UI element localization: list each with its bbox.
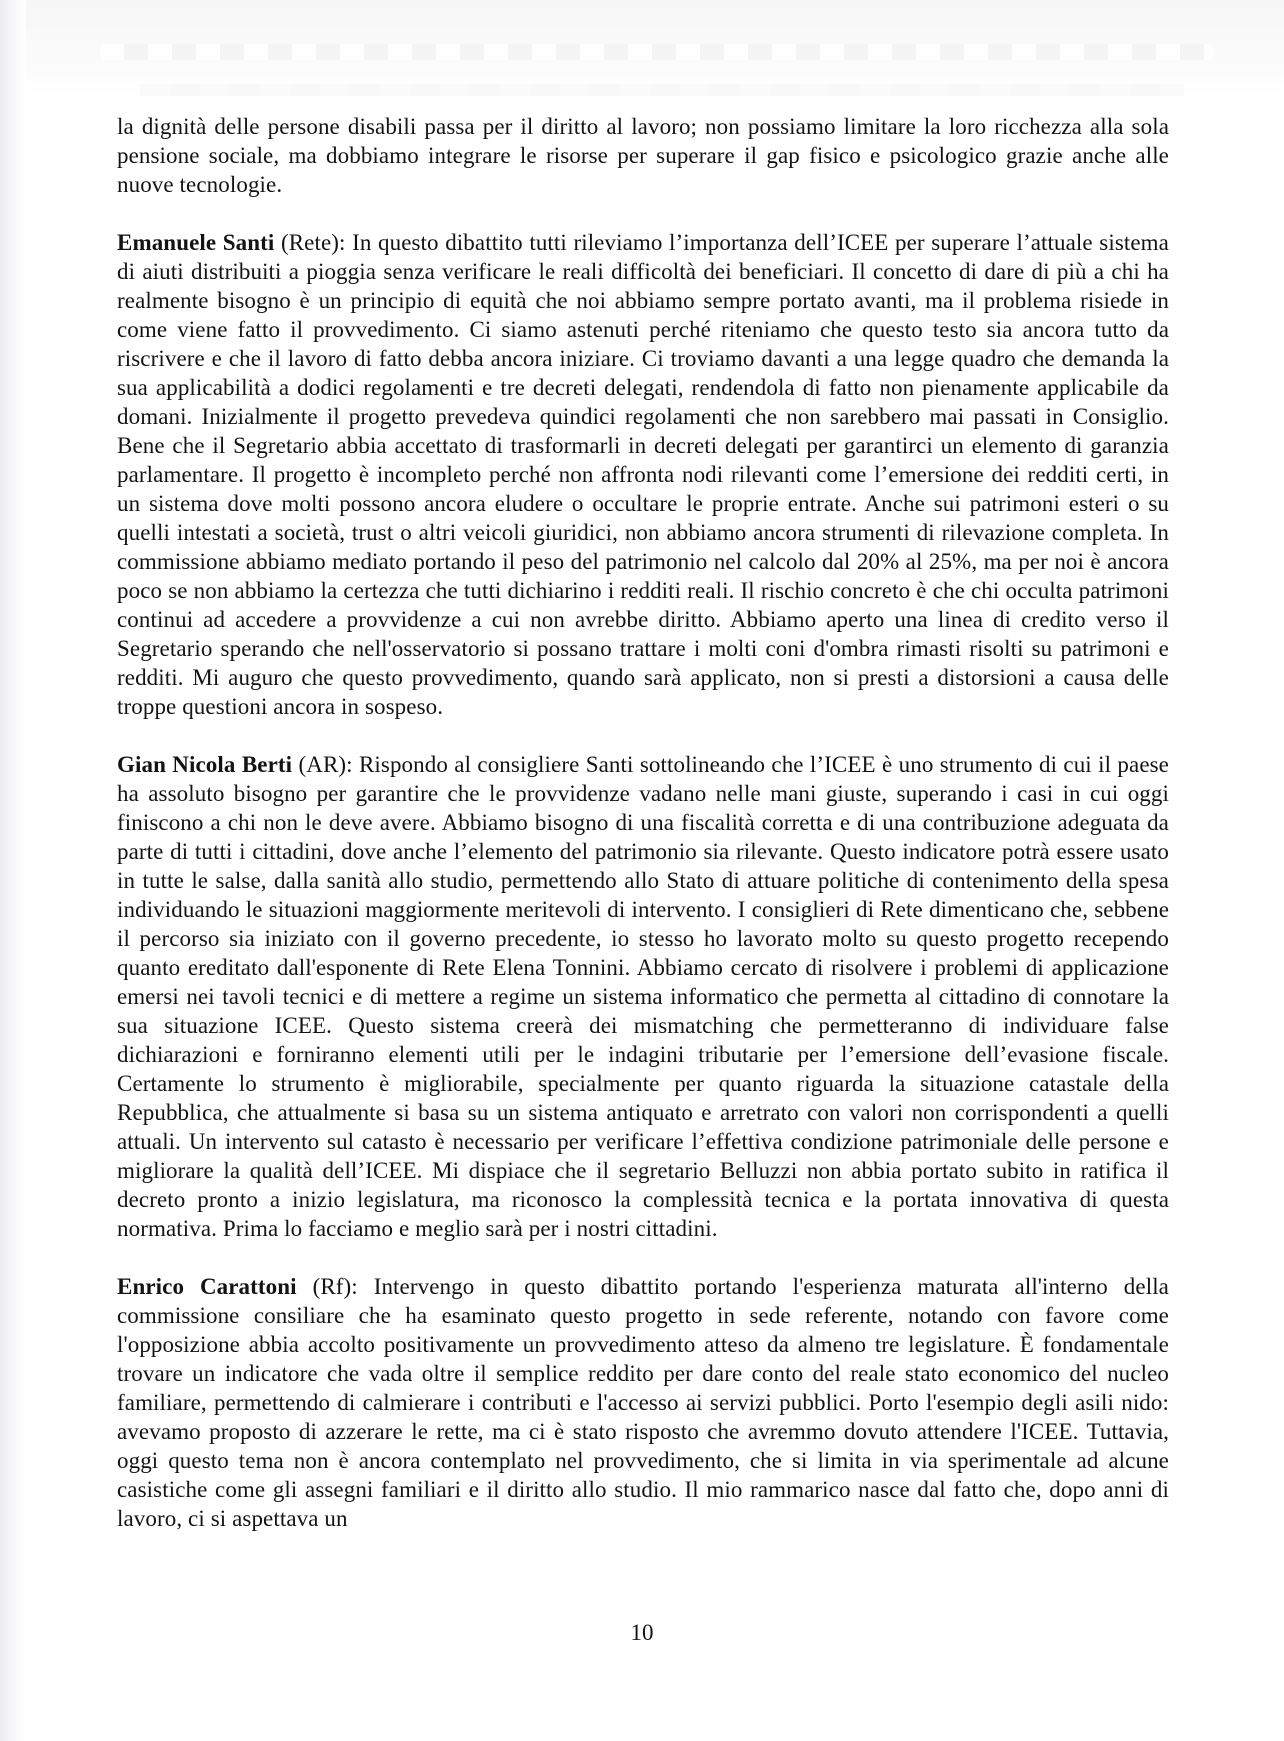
speech-text: Intervengo in questo dibattito portando l'esperienza maturata all'interno della commissione consiliare che ha esaminato questo progetto in sede referente, notando con favore come l'opposizione abbia accolto positivamente un provvedimento atteso da almeno tre legislature. È fondamentale trovare un indicatore che vada oltre il semplice reddito per dare conto del reale stato economico del nucleo familiare, permettendo di calmierare i contributi e l'accesso ai servizi pubblici. Porto l'esempio degli asili nido: avevamo proposto di azzerare le rette, ma ci è stato risposto che avremmo dovuto attendere l'ICEE. Tuttavia, oggi questo tema non è ancora contemplato nel provvedimento, che si limita in via sperimentale ad alcune casistiche come gli assegni familiari e il diritto allo studio. Il mio rammarico nasce dal fatto che, dopo anni di lavoro, ci si aspettava un (117, 1274, 1169, 1531)
speaker-party: (Rete): (280, 230, 346, 255)
page-content (117, 112, 1169, 1533)
speaker-party: (AR): (298, 752, 353, 777)
speech-text: In questo dibattito tutti rileviamo l’importanza dell’ICEE per superare l’attuale sistema di aiuti distribuiti a pioggia senza verificare le reali difficoltà dei beneficiari. Il concetto di dare di più a chi ha realmente bisogno è un principio di equità che noi abbiamo sempre portato avanti, ma il problema risiede in come viene fatto il provvedimento. Ci siamo astenuti perché riteniamo che questo testo sia ancora tutto da riscrivere e che il lavoro di fatto debba ancora iniziare. Ci troviamo davanti a una legge quadro che demanda la sua applicabilità a dodici regolamenti e tre decreti delegati, rendendola di fatto non pienamente applicabile da domani. Inizialmente il progetto prevedeva quindici regolamenti che non sarebbero mai passati in Consiglio. Bene che il Segretario abbia accettato di trasformarli in decreti delegati per garantirci un elemento di garanzia parlamentare. Il progetto è incompleto perché non affronta nodi rilevanti come l’emersione dei redditi certi, in un sistema dove molti possono ancora eludere o occultare le proprie entrate. Anche sui patrimoni esteri o su quelli intestati a società, trust o altri veicoli giuridici, non abbiamo ancora strumenti di rilevazione completa. In commissione abbiamo mediato portando il peso del patrimonio nel calcolo dal 20% al 25%, ma per noi è ancora poco se non abbiamo la certezza che tutti dichiarino i redditi reali. Il rischio concreto è che chi occulta patrimoni continui ad accedere a provvidenze a cui non avrebbe diritto. Abbiamo aperto una linea di credito verso il Segretario sperando che nell'osservatorio si possano trattare i molti coni d'ombra rimasti risolti su patrimoni e redditi. Mi auguro che questo provvedimento, quando sarà applicato, non si presti a distorsioni a causa delle troppe questioni ancora in sospeso. (117, 230, 1169, 719)
scan-edge-shadow (0, 0, 26, 1741)
speech-paragraph-berti (117, 750, 1169, 1243)
speech-paragraph-carattoni (117, 1272, 1169, 1533)
page-number: 10 (630, 1620, 654, 1645)
scan-artifact-band (0, 0, 1284, 96)
speaker-party: (Rf): (312, 1274, 358, 1299)
speech-text: la dignità delle persone disabili passa per il diritto al lavoro; non possiamo limitare la loro ricchezza alla sola pensione sociale, ma dobbiamo integrare le risorse per superare il gap fisico e psicologico grazie anche alle nuove tecnologie. (117, 114, 1169, 197)
continuation-paragraph (117, 112, 1169, 199)
speech-text: Rispondo al consigliere Santi sottolineando che l’ICEE è uno strumento di cui il paese ha assoluto bisogno per garantire che le provvidenze vadano nelle mani giuste, superando i casi in cui oggi finiscono a chi non le deve avere. Abbiamo bisogno di una fiscalità corretta e di una contribuzione adeguata da parte di tutti i cittadini, dove anche l’elemento del patrimonio sia rilevante. Questo indicatore potrà essere usato in tutte le salse, dalla sanità allo studio, permettendo allo Stato di attuare politiche di contenimento della spesa individuando le situazioni maggiormente meritevoli di intervento. I consiglieri di Rete dimenticano che, sebbene il percorso sia iniziato con il governo precedente, io stesso ho lavorato molto su questo progetto recependo quanto ereditato dall'esponente di Rete Elena Tonnini. Abbiamo cercato di risolvere i problemi di applicazione emersi nei tavoli tecnici e di mettere a regime un sistema informatico che permetta al cittadino di connotare la sua situazione ICEE. Questo sistema creerà dei mismatching che permetteranno di individuare false dichiarazioni e forniranno elementi utili per le indagini tributarie per l’emersione dell’evasione fiscale. Certamente lo strumento è migliorabile, specialmente per quanto riguarda la situazione catastale della Repubblica, che attualmente si basa su un sistema antiquato e arretrato con valori non corrispondenti a quelli attuali. Un intervento sul catasto è necessario per verificare l’effettiva condizione patrimoniale delle persone e migliorare la qualità dell’ICEE. Mi dispiace che il segretario Belluzzi non abbia portato subito in ratifica il decreto pronto a inizio legislatura, ma riconosco la complessità tecnica e la portata innovativa di questa normativa. Prima lo facciamo e meglio sarà per i nostri cittadini. (117, 752, 1169, 1241)
speaker-name: Emanuele Santi (117, 230, 275, 255)
speaker-name: Enrico Carattoni (117, 1274, 297, 1299)
speech-paragraph-santi (117, 228, 1169, 721)
speaker-name: Gian Nicola Berti (117, 752, 293, 777)
